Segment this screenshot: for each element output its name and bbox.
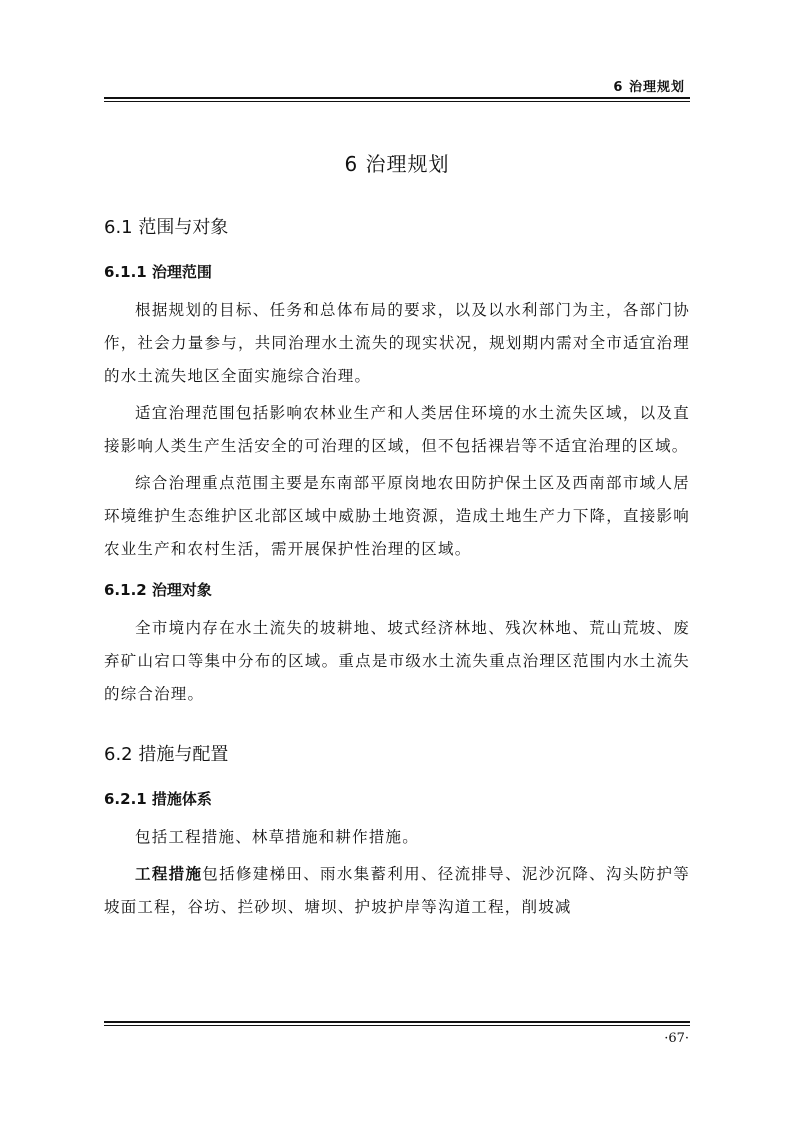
- page-body: [104, 140, 690, 924]
- footer-rule: [104, 1021, 690, 1023]
- section-heading-6-2: 6.2 措施与配置: [104, 744, 229, 765]
- paragraph: 全市境内存在水土流失的坡耕地、坡式经济林地、残次林地、荒山荒坡、废弃矿山宕口等集中分布的区域。重点是市级水土流失重点治理区范围内水土流失的综合治理。: [104, 619, 690, 703]
- paragraph-text: 包括修建梯田、雨水集蓄利用、径流排导、泥沙沉降、沟头防护等坡面工程，谷坊、拦砂坝、塘坝、护坡护岸等沟道工程，削坡减: [104, 865, 690, 916]
- section-heading-6-1-2: 6.1.2 治理对象: [104, 581, 212, 599]
- footer-rule-thin: [104, 1025, 690, 1026]
- paragraph-engineering-measures: [104, 858, 690, 924]
- lead-term: 工程措施: [135, 865, 203, 883]
- paragraph: 根据规划的目标、任务和总体布局的要求，以及以水利部门为主，各部门协作，社会力量参与，共同治理水土流失的现实状况，规划期内需对全市适宜治理的水土流失地区全面实施综合治理。: [104, 301, 690, 385]
- page-number: ·67·: [664, 1031, 689, 1046]
- header-rule-thin: [104, 101, 690, 102]
- paragraph: 包括工程措施、林草措施和耕作措施。: [135, 828, 419, 846]
- chapter-title: 6 治理规划: [344, 152, 450, 176]
- section-heading-6-2-1: 6.2.1 措施体系: [104, 790, 212, 808]
- header-rule: [104, 97, 690, 99]
- section-heading-6-1: 6.1 范围与对象: [104, 217, 229, 238]
- paragraph: 适宜治理范围包括影响农林业生产和人类居住环境的水土流失区域，以及直接影响人类生产生活安全的可治理的区域，但不包括裸岩等不适宜治理的区域。: [104, 404, 690, 455]
- running-header: 6 治理规划: [613, 80, 685, 95]
- section-heading-6-1-1: 6.1.1 治理范围: [104, 263, 212, 281]
- paragraph: 综合治理重点范围主要是东南部平原岗地农田防护保土区及西南部市域人居环境维护生态维护区北部区域中威胁土地资源，造成土地生产力下降，直接影响农业生产和农村生活，需开展保护性治理的区域。: [104, 474, 690, 558]
